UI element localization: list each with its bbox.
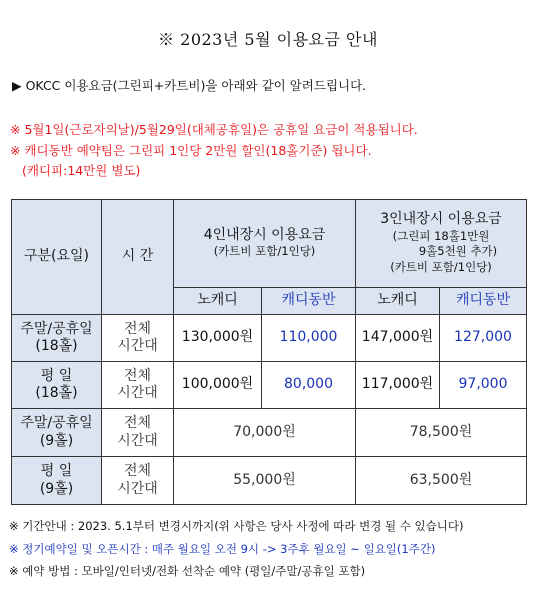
price-3-no-caddie: 117,000원 [356,362,440,409]
row-time [102,315,174,362]
division-label: 주말/공휴일 [20,415,93,431]
division-holes: (18홀) [35,338,78,354]
division-holes: (9홀) [39,432,74,449]
sub-header-4-caddie: 캐디동반 [262,288,356,315]
sub-header-3-caddie: 캐디동반 [440,288,527,315]
price-4-caddie: 110,000 [262,315,356,362]
header-group-3 [356,200,527,288]
division-label: 주말/공휴일 [20,320,93,337]
time-label-2: 시간대 [117,480,158,497]
time-label-1: 전체 [123,367,152,384]
table-row [12,362,527,409]
intro-text: ▶ OKCC 이용요금(그린피+카트비)을 아래와 같이 알려드립니다. [12,78,367,93]
price-3-caddie: 97,000 [440,362,527,409]
booking-method-note: ※ 예약 방법 : 모바일/인터넷/전화 선착순 예약 (평일/주말/공휴일 포함) [9,564,366,578]
table-row [12,457,527,505]
group3-subtitle-1: (그린피 18홀1만원 [392,228,490,243]
fee-table [11,199,527,505]
division-label: 평 일 [40,367,73,384]
price-3-nine-holes: 78,500원 [356,409,527,457]
group4-title: 4인내장시 이용요금 [203,226,326,243]
sub-header-3-no-caddie: 노캐디 [356,288,440,315]
row-division [12,457,102,505]
header-division: 구분(요일) [12,200,102,315]
period-note: ※ 기간안내 : 2023. 5.1부터 변경시까지(위 사항은 당사 사정에 따라 변경 될 수 있습니다) [9,519,464,533]
holiday-note: ※ 5월1일(근로자의날)/5월29일(대체공휴일)은 공휴일 요금이 적용됩니다. [10,122,418,137]
group3-subtitle-2: 9홀5천원 추가) [418,244,498,259]
table-row [12,409,527,457]
caddie-discount-note: ※ 캐디동반 예약팀은 그린피 1인당 2만원 할인(18홀기준) 됩니다. [10,143,372,158]
division-label: 평 일 [40,463,73,479]
row-time [102,362,174,409]
header-time: 시 간 [102,200,174,315]
group3-subtitle-3: (카트비 포함/1인당) [390,260,492,274]
row-time [102,457,174,505]
price-4-nine-holes: 55,000원 [174,457,356,505]
price-4-no-caddie: 130,000원 [174,315,262,362]
booking-schedule-note: ※ 정기예약일 및 오픈시간 : 매주 월요일 오전 9시 -> 3주후 월요일 ~ 일요일(1주간) [9,542,436,556]
table-row [12,315,527,362]
header-group-4 [174,200,356,288]
group4-subtitle: (카트비 포함/1인당) [213,244,316,259]
price-4-nine-holes: 70,000원 [174,409,356,457]
time-label-2: 시간대 [117,338,158,354]
group3-title: 3인내장시 이용요금 [380,211,502,228]
row-division [12,362,102,409]
division-holes: (18홀) [35,385,78,401]
row-division [12,315,102,362]
price-3-nine-holes: 63,500원 [356,457,527,505]
time-label-1: 전체 [123,415,152,431]
price-4-no-caddie: 100,000원 [174,362,262,409]
row-division [12,409,102,457]
sub-header-4-no-caddie: 노캐디 [174,288,262,315]
time-label-1: 전체 [123,320,152,337]
price-3-no-caddie: 147,000원 [356,315,440,362]
page-title: ※ 2023년 5월 이용요금 안내 [158,30,378,49]
division-holes: (9홀) [39,480,74,497]
time-label-1: 전체 [123,463,152,479]
time-label-2: 시간대 [117,432,158,449]
price-4-caddie: 80,000 [262,362,356,409]
caddie-fee-note: (캐디피:14만원 별도) [22,163,141,178]
row-time [102,409,174,457]
price-3-caddie: 127,000 [440,315,527,362]
time-label-2: 시간대 [117,385,158,401]
